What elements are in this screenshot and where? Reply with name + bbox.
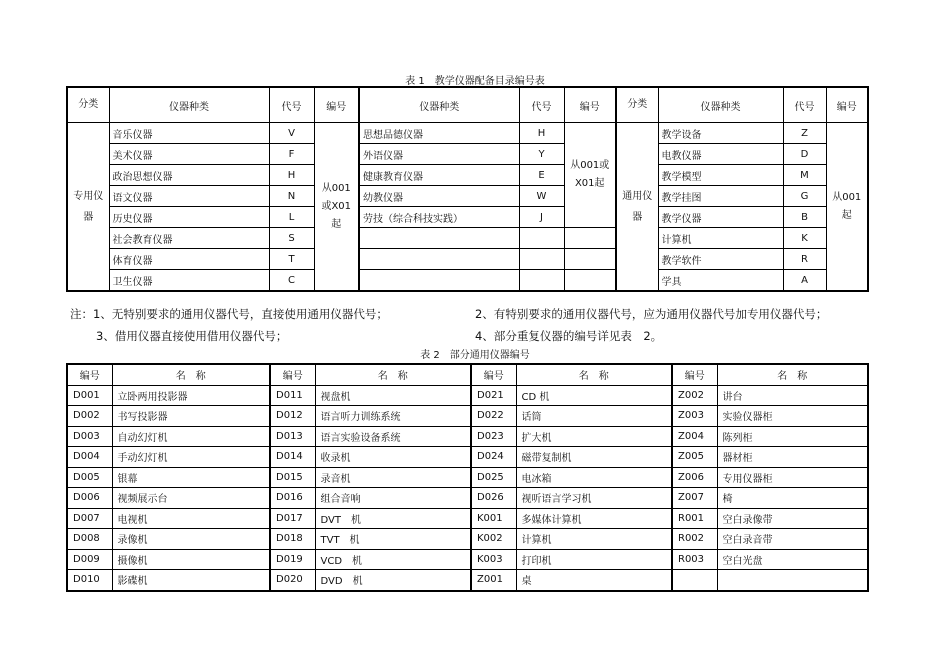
item-name: 话筒 xyxy=(516,406,672,427)
instrument-code: H xyxy=(519,123,564,144)
table2-body xyxy=(67,364,868,591)
header-number: 编号 xyxy=(314,87,359,123)
item-number: R001 xyxy=(672,508,717,529)
header-number: 编号 xyxy=(564,87,616,123)
instrument-code: K xyxy=(783,228,826,249)
item-name: 计算机 xyxy=(516,529,672,550)
empty-cell xyxy=(519,249,564,270)
item-name: DVD 机 xyxy=(315,570,471,591)
item-number: D009 xyxy=(67,549,112,570)
item-name: 器材柜 xyxy=(717,447,868,468)
item-number: D010 xyxy=(67,570,112,591)
table-row xyxy=(67,207,868,228)
table-row xyxy=(67,549,868,570)
item-name: 摄像机 xyxy=(112,549,270,570)
instrument-name: 历史仪器 xyxy=(109,207,269,228)
item-name: 收录机 xyxy=(315,447,471,468)
item-number: D020 xyxy=(270,570,315,591)
item-number: Z004 xyxy=(672,426,717,447)
item-name: 语言实验设备系统 xyxy=(315,426,471,447)
item-number: K002 xyxy=(471,529,516,550)
instrument-name: 教学挂图 xyxy=(658,186,783,207)
instrument-code: H xyxy=(269,165,314,186)
item-name: 书写投影器 xyxy=(112,406,270,427)
item-name: 扩大机 xyxy=(516,426,672,447)
item-number: D014 xyxy=(270,447,315,468)
table-row xyxy=(67,249,868,270)
header-category: 分类 xyxy=(67,87,109,123)
instrument-name: 卫生仪器 xyxy=(109,270,269,292)
empty-cell xyxy=(519,228,564,249)
item-number: D017 xyxy=(270,508,315,529)
item-name: TVT 机 xyxy=(315,529,471,550)
header-name: 名 称 xyxy=(516,364,672,385)
table1-body xyxy=(67,87,868,291)
item-name: CD 机 xyxy=(516,385,672,406)
category-special: 专用仪器 xyxy=(67,123,109,292)
item-number: D015 xyxy=(270,467,315,488)
instrument-name: 思想品德仪器 xyxy=(359,123,519,144)
note-4: 4、部分重复仪器的编号详见表 2。 xyxy=(475,329,663,343)
item-name: 空白录音带 xyxy=(717,529,868,550)
item-number: D011 xyxy=(270,385,315,406)
item-name: 空白录像带 xyxy=(717,508,868,529)
instrument-name: 劳技（综合科技实践） xyxy=(359,207,519,228)
note-2: 2、有特别要求的通用仪器代号，应为通用仪器代号加专用仪器代号； xyxy=(475,307,828,321)
instrument-code: C xyxy=(269,270,314,292)
item-name: 组合音响 xyxy=(315,488,471,509)
note-3: 3、借用仪器直接使用借用仪器代号； xyxy=(96,329,288,343)
instrument-name: 体育仪器 xyxy=(109,249,269,270)
header-name: 名 称 xyxy=(717,364,868,385)
item-number: D026 xyxy=(471,488,516,509)
item-name: 电视机 xyxy=(112,508,270,529)
item-name: VCD 机 xyxy=(315,549,471,570)
item-number: R002 xyxy=(672,529,717,550)
table-row xyxy=(67,144,868,165)
header-instrument-type: 仪器种类 xyxy=(109,87,269,123)
header-instrument-type: 仪器种类 xyxy=(359,87,519,123)
item-number: Z003 xyxy=(672,406,717,427)
note-1: 注：1、无特别要求的通用仪器代号，直接使用通用仪器代号； xyxy=(70,307,388,321)
table-row xyxy=(67,186,868,207)
empty-cell xyxy=(564,228,616,249)
instrument-name: 教学软件 xyxy=(658,249,783,270)
item-number: Z002 xyxy=(672,385,717,406)
item-name: 手动幻灯机 xyxy=(112,447,270,468)
item-name: 视听语言学习机 xyxy=(516,488,672,509)
instrument-code: G xyxy=(783,186,826,207)
numbering-rule: 从001或X01起 xyxy=(314,123,359,292)
instrument-code: T xyxy=(269,249,314,270)
table-row xyxy=(67,467,868,488)
instrument-code: B xyxy=(783,207,826,228)
table-row xyxy=(67,488,868,509)
item-name: 影碟机 xyxy=(112,570,270,591)
item-number: D016 xyxy=(270,488,315,509)
instrument-name: 教学模型 xyxy=(658,165,783,186)
item-name: 录音机 xyxy=(315,467,471,488)
item-name: 视盘机 xyxy=(315,385,471,406)
instrument-code: E xyxy=(519,165,564,186)
item-number xyxy=(672,570,717,591)
item-name: 自动幻灯机 xyxy=(112,426,270,447)
item-number: Z007 xyxy=(672,488,717,509)
empty-cell xyxy=(519,270,564,292)
item-name: 语言听力训练系统 xyxy=(315,406,471,427)
instrument-code: Z xyxy=(783,123,826,144)
item-name: 磁带复制机 xyxy=(516,447,672,468)
instrument-name: 外语仪器 xyxy=(359,144,519,165)
instrument-name: 计算机 xyxy=(658,228,783,249)
item-name: 讲台 xyxy=(717,385,868,406)
item-name: 录像机 xyxy=(112,529,270,550)
instrument-code: J xyxy=(519,207,564,228)
table-row xyxy=(67,406,868,427)
table-row xyxy=(67,385,868,406)
item-name: 视频展示台 xyxy=(112,488,270,509)
general-instrument-number-table xyxy=(66,363,869,592)
item-number: D006 xyxy=(67,488,112,509)
instrument-code: R xyxy=(783,249,826,270)
item-name: 电冰箱 xyxy=(516,467,672,488)
empty-cell xyxy=(359,249,519,270)
header-number: 编号 xyxy=(270,364,315,385)
instrument-name: 学具 xyxy=(658,270,783,292)
category-general: 通用仪器 xyxy=(616,123,658,292)
table-row xyxy=(67,123,868,144)
item-number: D023 xyxy=(471,426,516,447)
header-instrument-type: 仪器种类 xyxy=(658,87,783,123)
table-row xyxy=(67,570,868,591)
header-number: 编号 xyxy=(672,364,717,385)
item-number: K001 xyxy=(471,508,516,529)
item-number: D008 xyxy=(67,529,112,550)
item-name: 多媒体计算机 xyxy=(516,508,672,529)
instrument-name: 语文仪器 xyxy=(109,186,269,207)
header-code: 代号 xyxy=(519,87,564,123)
item-number: D022 xyxy=(471,406,516,427)
item-number: D005 xyxy=(67,467,112,488)
instrument-code: N xyxy=(269,186,314,207)
item-name: 桌 xyxy=(516,570,672,591)
table1-header-row xyxy=(67,87,868,123)
item-number: D003 xyxy=(67,426,112,447)
instrument-name: 社会教育仪器 xyxy=(109,228,269,249)
item-name: DVT 机 xyxy=(315,508,471,529)
instrument-name: 电教仪器 xyxy=(658,144,783,165)
item-number: D018 xyxy=(270,529,315,550)
item-number: D021 xyxy=(471,385,516,406)
item-number: D019 xyxy=(270,549,315,570)
header-number: 编号 xyxy=(67,364,112,385)
table-row xyxy=(67,508,868,529)
empty-cell xyxy=(359,270,519,292)
header-code: 代号 xyxy=(783,87,826,123)
item-number: D001 xyxy=(67,385,112,406)
item-name: 专用仪器柜 xyxy=(717,467,868,488)
empty-cell xyxy=(564,249,616,270)
instrument-code: S xyxy=(269,228,314,249)
instrument-catalog-table xyxy=(66,86,869,292)
numbering-rule: 从001起 xyxy=(826,123,868,292)
table-row xyxy=(67,447,868,468)
instrument-code: M xyxy=(783,165,826,186)
instrument-code: V xyxy=(269,123,314,144)
header-number: 编号 xyxy=(826,87,868,123)
table1-caption: 表 1 教学仪器配备目录编号表 xyxy=(405,76,545,87)
table-row xyxy=(67,228,868,249)
empty-cell xyxy=(359,228,519,249)
instrument-name: 幼教仪器 xyxy=(359,186,519,207)
header-category: 分类 xyxy=(616,87,658,123)
table-row xyxy=(67,426,868,447)
instrument-code: W xyxy=(519,186,564,207)
instrument-code: L xyxy=(269,207,314,228)
instrument-name: 美术仪器 xyxy=(109,144,269,165)
instrument-name: 健康教育仪器 xyxy=(359,165,519,186)
instrument-name: 教学设备 xyxy=(658,123,783,144)
instrument-name: 教学仪器 xyxy=(658,207,783,228)
item-number: R003 xyxy=(672,549,717,570)
table-row xyxy=(67,270,868,292)
empty-cell xyxy=(564,270,616,292)
header-name: 名 称 xyxy=(315,364,471,385)
item-number: D013 xyxy=(270,426,315,447)
instrument-code: F xyxy=(269,144,314,165)
item-number: D012 xyxy=(270,406,315,427)
item-name: 空白光盘 xyxy=(717,549,868,570)
item-name: 椅 xyxy=(717,488,868,509)
item-name: 陈列柜 xyxy=(717,426,868,447)
item-name: 立卧两用投影器 xyxy=(112,385,270,406)
table-row xyxy=(67,165,868,186)
item-number: D004 xyxy=(67,447,112,468)
item-number: Z006 xyxy=(672,467,717,488)
header-code: 代号 xyxy=(269,87,314,123)
instrument-name: 政治思想仪器 xyxy=(109,165,269,186)
item-name: 实验仪器柜 xyxy=(717,406,868,427)
header-name: 名 称 xyxy=(112,364,270,385)
instrument-code: Y xyxy=(519,144,564,165)
item-number: K003 xyxy=(471,549,516,570)
item-number: Z001 xyxy=(471,570,516,591)
numbering-rule: 从001或X01起 xyxy=(564,123,616,228)
item-number: D024 xyxy=(471,447,516,468)
item-number: D007 xyxy=(67,508,112,529)
item-name xyxy=(717,570,868,591)
item-name: 打印机 xyxy=(516,549,672,570)
item-number: D002 xyxy=(67,406,112,427)
table-row xyxy=(67,529,868,550)
table2-header-row xyxy=(67,364,868,385)
item-number: Z005 xyxy=(672,447,717,468)
item-number: D025 xyxy=(471,467,516,488)
header-number: 编号 xyxy=(471,364,516,385)
instrument-code: A xyxy=(783,270,826,292)
item-name: 银幕 xyxy=(112,467,270,488)
instrument-name: 音乐仪器 xyxy=(109,123,269,144)
instrument-code: D xyxy=(783,144,826,165)
table2-caption: 表 2 部分通用仪器编号 xyxy=(420,350,530,361)
